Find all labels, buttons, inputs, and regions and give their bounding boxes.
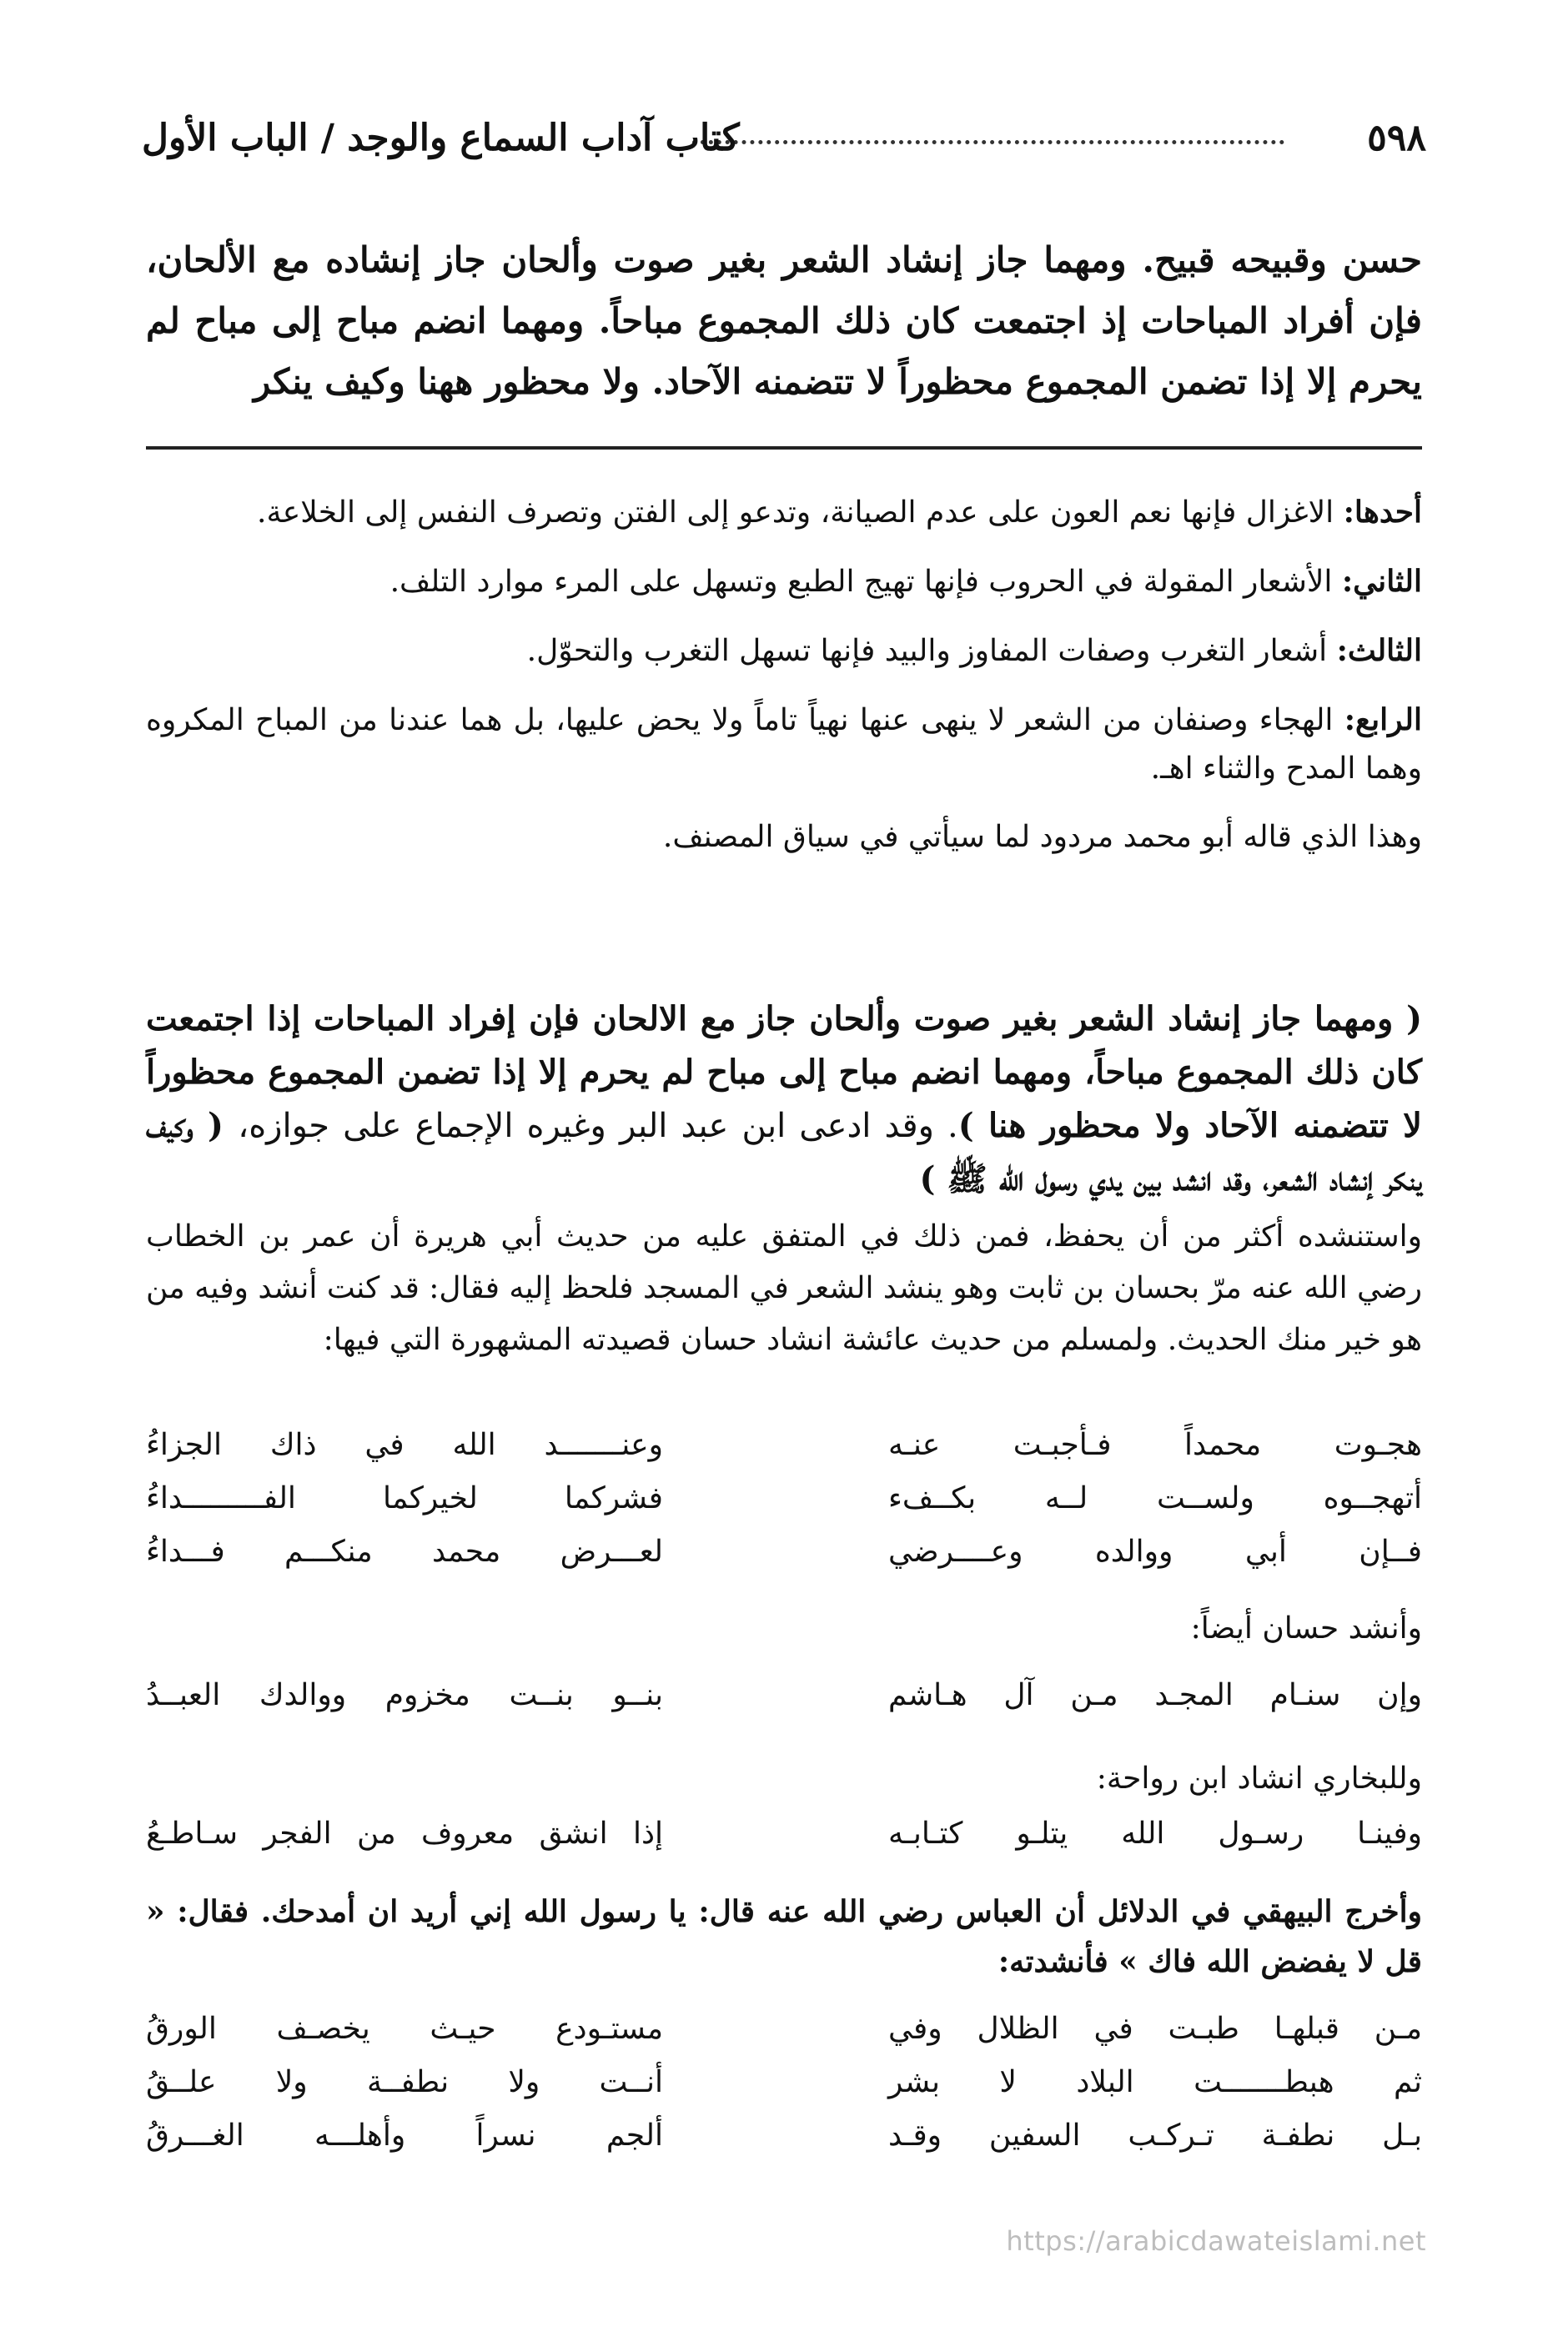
header-dotted-leader: [692, 140, 1284, 144]
poem-abbas: [146, 2012, 1422, 2172]
footnote-text: الهجاء وصنفان من الشعر لا ينهى عنها نهياً تاماً ولا يحض عليها، بل هما عندنا من المباح المكروه وهما المدح والثناء اهـ.: [146, 703, 1422, 786]
footnote-label: الثاني:: [1341, 564, 1422, 599]
commentary-paragraph: واستنشده أكثر من أن يحفظ، فمن ذلك في المتفق عليه من حديث أبي هريرة أن عمر بن الخطاب رضي الله عنه مرّ بحسان بن ثابت وهو ينشد الشعر في المسجد فلحظ إليه فقال: قد كنت أنشد وفيه من هو خير منك الحديث. ولمسلم من حديث عائشة انشاد حسان قصيدته المشهورة التي فيها:: [146, 1219, 1422, 1357]
footnote-label: الرابع:: [1344, 702, 1422, 737]
footnote-separator: [146, 446, 1422, 450]
main-text: حسن وقبيحه قبيح. ومهما جاز إنشاد الشعر بغير صوت وألحان جاز إنشاده مع الألحان، فإن أفراد المباحات إذ اجتمعت كان ذلك المجموع مباحاً. ومهما انضم مباح إلى مباح لم يحرم إلا إذا تضمن المجموع محظوراً لا تتضمنه الآحاد. ولا محظور ههنا وكيف ينكر: [146, 239, 1422, 402]
page-number: ٥٩٨: [1367, 117, 1426, 159]
commentary-lead: . وقد ادعى ابن عبد البر وغيره الإجماع على جوازه،: [238, 1107, 958, 1145]
verse-second-hemistich: بنــو بنــت مخزوم ووالدك العبــدُ: [146, 1678, 663, 1712]
footnote-4: [146, 696, 1422, 793]
poem-intro: وأنشد حسان أيضاً:: [1190, 1611, 1422, 1646]
verse-second-hemistich: ألجم نسراً وأهلـــه الغـــرقُ: [146, 2118, 663, 2153]
quoted-matn: [146, 993, 1422, 1206]
poem-verse: [146, 2065, 1422, 2118]
verse-second-hemistich: لعـــرض محمد منكـــم فـــداءُ: [146, 1535, 663, 1569]
verse-first-hemistich: ثم هبطـــــــت البلاد لا بشر: [888, 2065, 1422, 2099]
footnote-2: [146, 557, 1422, 606]
verse-second-hemistich: إذا انشق معروف من الفجر سـاطـعُ: [146, 1817, 663, 1851]
poem-ibn-rawaha: [146, 1817, 1422, 1870]
poem-verse: [146, 2118, 1422, 2172]
matn-quote-2: ( وكيف ينكر إنشاد الشعر، وقد انشد بين يدي رسول الله ﷺ ): [146, 1106, 1422, 1199]
footnote-5: [146, 813, 1422, 862]
poem-hassan-2: [146, 1678, 1422, 1731]
poem-verse: [146, 1428, 1422, 1481]
verse-first-hemistich: وفينـا رسـول الله يتلـو كتـابـه: [888, 1817, 1422, 1851]
footnote-1: [146, 488, 1422, 537]
footnote-label: الثالث:: [1336, 633, 1422, 668]
matn-quote: ( ومهما جاز إنشاد الشعر بغير صوت وألحان جاز مع الالحان فإن إفراد المباحات إذا اجتمعت كان ذلك المجموع مباحاً، ومهما انضم مباح إلى مباح لم يحرم إلا إذا تضمن المجموع محظوراً لا تتضمنه الآحاد ولا محظور هنا ): [146, 999, 1422, 1145]
running-title: كتاب آداب السماع والوجد / الباب الأول: [142, 117, 740, 159]
poem-verse: [146, 1535, 1422, 1588]
footnote-text: وهذا الذي قاله أبو محمد مردود لما سيأتي في سياق المصنف.: [662, 820, 1422, 854]
poem-verse: [146, 1817, 1422, 1870]
site-watermark: https://arabicdawateislami.net: [1006, 2225, 1426, 2257]
footnote-text: الأشعار المقولة في الحروب فإنها تهيج الطبع وتسهل على المرء موارد التلف.: [389, 565, 1342, 599]
verse-first-hemistich: مـن قبلهـا طبـت في الظلال وفي: [888, 2012, 1422, 2046]
verse-first-hemistich: وإن سنـام المجـد مـن آل هـاشم: [888, 1678, 1422, 1712]
verse-first-hemistich: هجـوت محمداً فـأجبـت عنـه: [888, 1428, 1422, 1462]
verse-second-hemistich: أنــت ولا نطفــة ولا علــقُ: [146, 2065, 663, 2099]
footnote-text: أشعار التغرب وصفات المفاوز والبيد فإنها تسهل التغرب والتحوّل.: [526, 634, 1337, 668]
verse-second-hemistich: وعنـــــــد الله في ذاك الجزاءُ: [146, 1428, 663, 1462]
verse-first-hemistich: أتهجــوه ولســت لــه بكــفء: [888, 1481, 1422, 1515]
verse-first-hemistich: فــإن أبي ووالده وعــــرضي: [888, 1535, 1422, 1569]
footnote-text: الاغزال فإنها نعم العون على عدم الصيانة، وتدعو إلى الفتن وتصرف النفس إلى الخلاعة.: [257, 495, 1344, 530]
poem-hassan: [146, 1428, 1422, 1588]
verse-second-hemistich: مستـودع حيـث يخصـف الورقُ: [146, 2012, 663, 2046]
poem-intro: وللبخاري انشاد ابن رواحة:: [1096, 1762, 1422, 1796]
page-header: [142, 117, 1426, 175]
footnote-label: أحدها:: [1343, 495, 1422, 530]
verse-second-hemistich: فشركما لخيركما الفـــــــــداءُ: [146, 1481, 663, 1515]
bayhaqi-intro: وأخرج البيهقي في الدلائل أن العباس رضي الله عنه قال: يا رسول الله إني أريد ان أمدحك. فقال: « قل لا يفضض الله فاك » فأنشدته:: [146, 1894, 1422, 1979]
poem-verse: [146, 2012, 1422, 2065]
poem-verse: [146, 1678, 1422, 1731]
footnotes: [146, 488, 1422, 882]
verse-first-hemistich: بـل نطفـة تـركـب السفين وقـد: [888, 2118, 1422, 2153]
footnote-3: [146, 626, 1422, 676]
poem-verse: [146, 1481, 1422, 1535]
